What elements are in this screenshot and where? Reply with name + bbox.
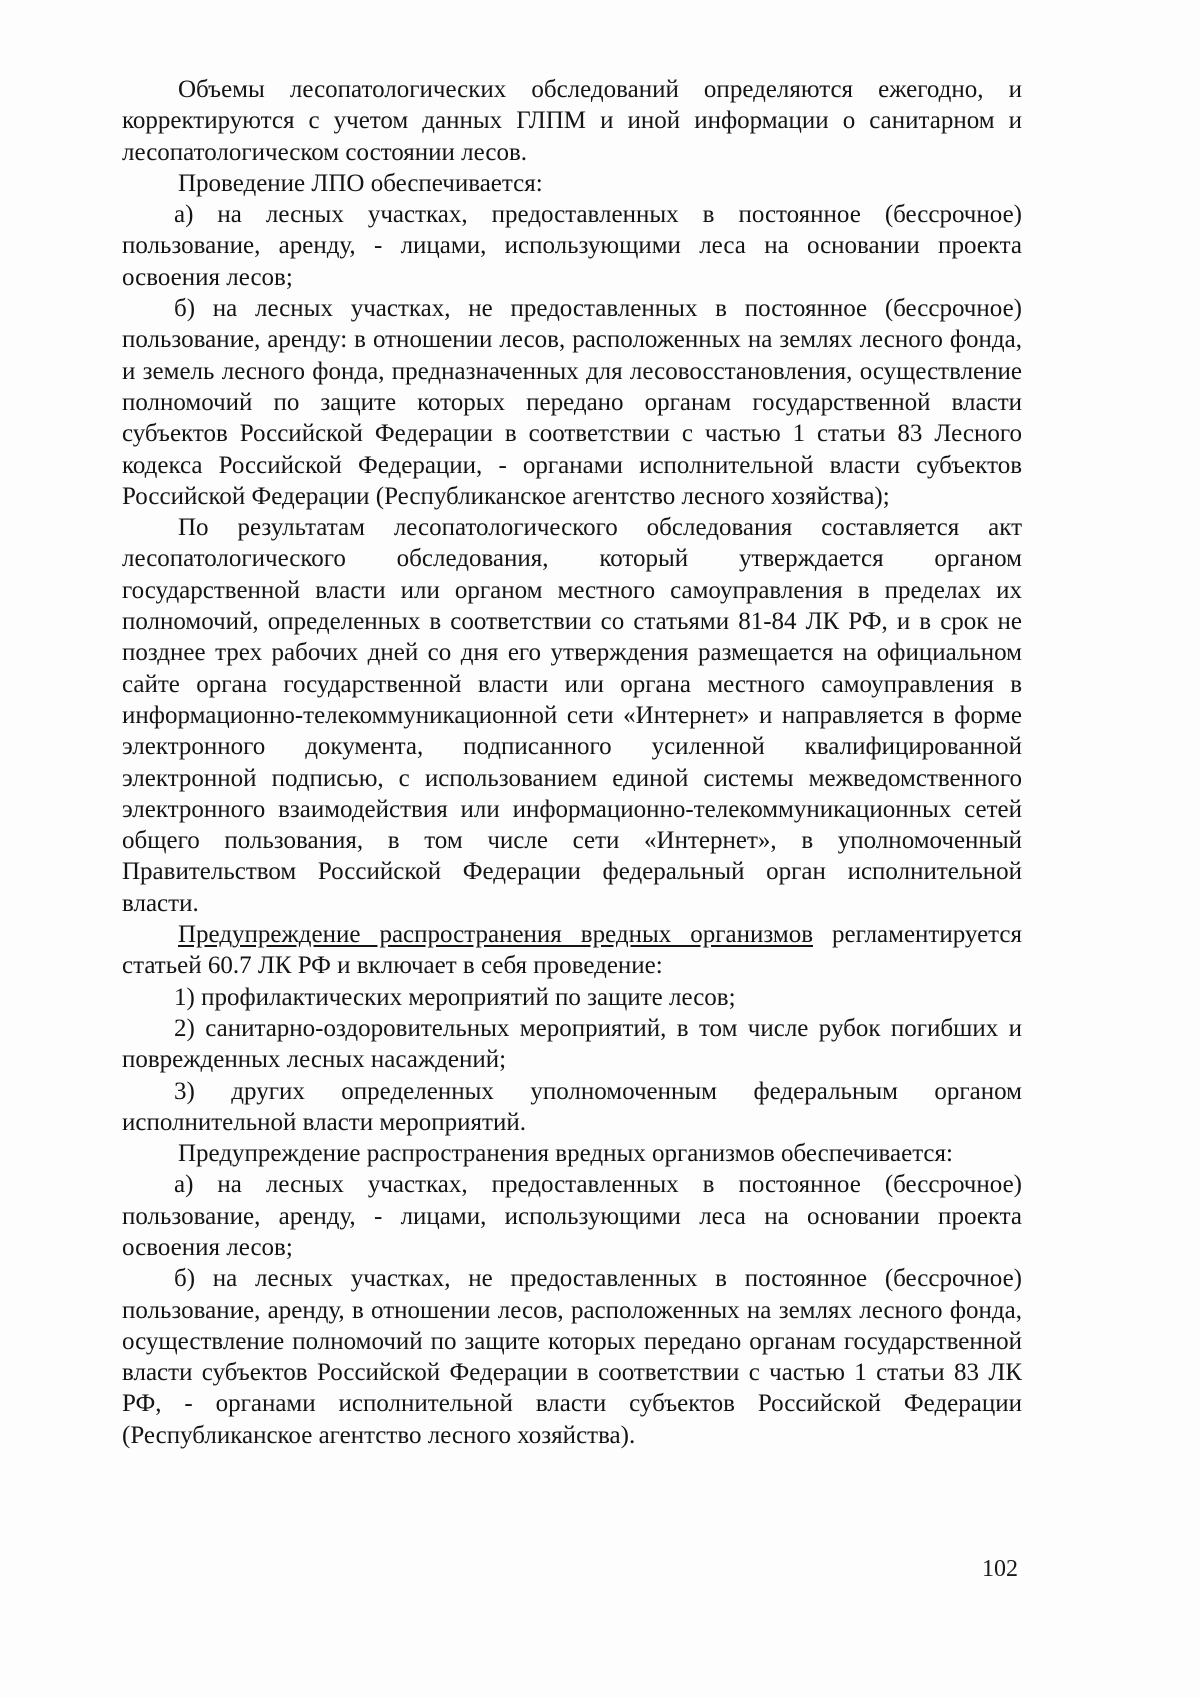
document-body: [122, 74, 1022, 1451]
list-item-a-leased-plots-2: а) на лесных участках, предоставленных в постоянное (бессрочное) пользование, аренду, - лицами, использующими леса на основании проекта освоения лесов;: [122, 1171, 1022, 1261]
page-number: 102: [982, 1556, 1018, 1582]
list-item-a-leased-plots: а) на лесных участках, предоставленных в постоянное (бессрочное) пользование, аренду, - лицами, использующими леса на основании проекта освоения лесов;: [122, 201, 1022, 291]
underlined-heading: Предупреждение распространения вредных организмов: [178, 921, 813, 949]
paragraph-prevention-provision: Предупреждение распространения вредных организмов обеспечивается:: [178, 1140, 953, 1168]
paragraph-prevention-regulation-text: регламентируется статьей 60.7 ЛК РФ и включает в себя проведение:: [122, 921, 1023, 980]
list-item-b-non-leased-plots-2: б) на лесных участках, не предоставленных в постоянное (бессрочное) пользование, аренду, в отношении лесов, расположенных на землях лесного фонда, осуществление полномочий по защите которых передано органам государственной власти субъектов Российской Федерации в соответствии с частью 1 статьи 83 ЛК РФ, - органами исполнительной власти субъектов Российской Федерации (Республиканское агентство лесного хозяйства).: [122, 1265, 1022, 1449]
list-item-b-non-leased-plots: б) на лесных участках, не предоставленных в постоянное (бессрочное) пользование, аренду: в отношении лесов, расположенных на землях лесного фонда, и земель лесного фонда, предназначенных для лесовосстановления, осуществление полномочий по защите которых передано органам государственной власти субъектов Российской Федерации в соответствии с частью 1 статьи 83 Лесного кодекса Российской Федерации, - органами исполнительной власти субъектов Российской Федерации (Республиканское агентство лесного хозяйства);: [122, 295, 1022, 510]
list-item-1-preventive-measures: 1) профилактических мероприятий по защите лесов;: [174, 983, 736, 1011]
paragraph-lpo-provision: Проведение ЛПО обеспечивается:: [178, 169, 543, 197]
paragraph-survey-act: По результатам лесопатологического обследования составляется акт лесопатологического обследования, который утверждается органом государственной власти или органом местного самоуправления в пределах их полномочий, определенных в соответствии со статьями 81-84 ЛК РФ, и в срок не позднее трех рабочих дней со дня его утверждения размещается на официальном сайте органа государственной власти или органа местного самоуправления в информационно-телекоммуникационной сети «Интернет» и направляется в форме электронного документа, подписанного усиленной квалифицированной электронной подписью, с использованием единой системы межведомственного электронного взаимодействия или информационно-телекоммуникационных сетей общего пользования, в том числе сети «Интернет», в уполномоченный Правительством Российской Федерации федеральный орган исполнительной власти.: [122, 514, 1022, 917]
paragraph-survey-volumes: Объемы лесопатологических обследований определяются ежегодно, и корректируются с учетом данных ГЛПМ и иной информации о санитарном и лесопатологическом состоянии лесов.: [122, 76, 1022, 166]
list-item-3-other-measures: 3) других определенных уполномоченным федеральным органом исполнительной власти мероприятий.: [122, 1077, 1022, 1136]
list-item-2-sanitary-measures: 2) санитарно-оздоровительных мероприятий, в том числе рубок погибших и поврежденных лесных насаждений;: [122, 1014, 1022, 1074]
paragraph-prevention-regulation: [122, 919, 1022, 982]
